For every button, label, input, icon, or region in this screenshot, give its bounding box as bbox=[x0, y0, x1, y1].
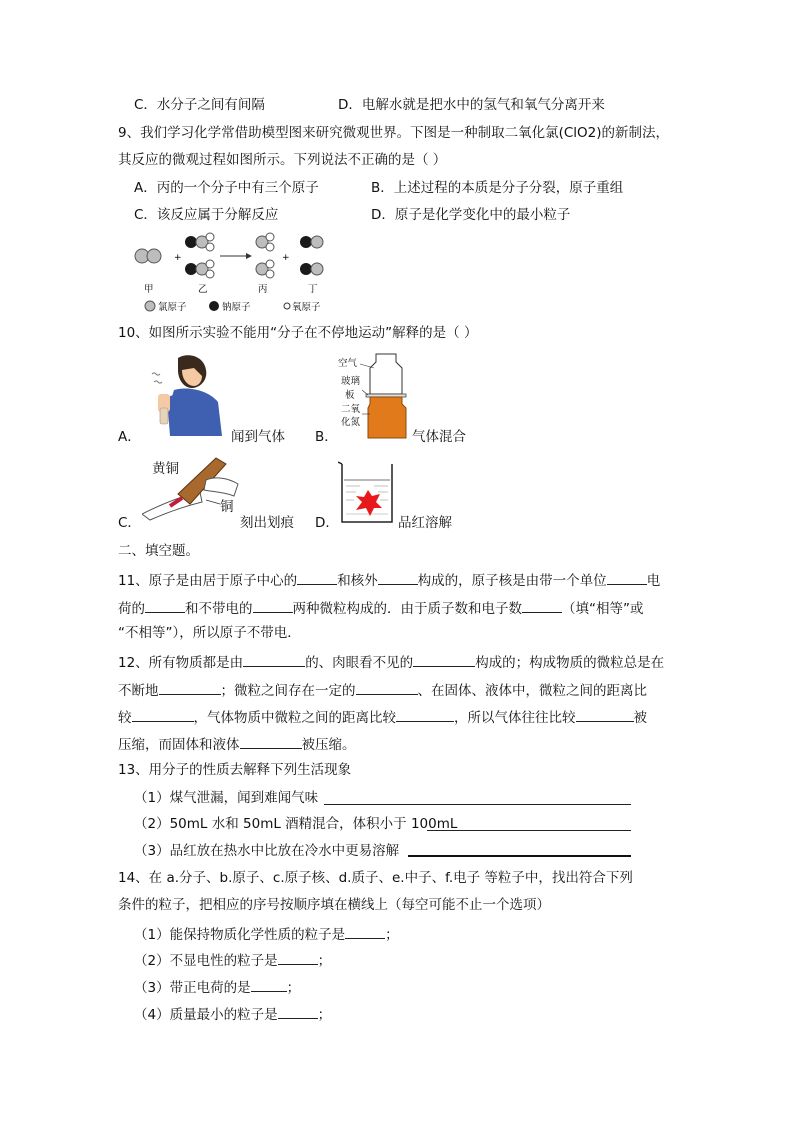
q11-line3: “不相等”），所以原子不带电． bbox=[118, 625, 301, 641]
q10-option-a-caption: 闻到气体 bbox=[231, 429, 285, 445]
q14-item2 bbox=[134, 950, 331, 970]
q12-text: 12、所有物质都是由 bbox=[118, 655, 244, 671]
q11-text: 和不带电的 bbox=[185, 601, 253, 617]
beaker-lip bbox=[338, 462, 342, 464]
q13-blank-2[interactable] bbox=[427, 816, 631, 831]
q12-line2 bbox=[118, 680, 647, 700]
q9-option-b: B．上述过程的本质是分子分裂，原子重组 bbox=[371, 180, 624, 196]
right-hand bbox=[204, 478, 238, 496]
waft-lines-icon bbox=[152, 373, 162, 383]
q14-blank-1[interactable] bbox=[345, 924, 385, 939]
q9-option-c: C．该反应属于分解反应 bbox=[134, 207, 279, 223]
legend-na-icon bbox=[209, 301, 219, 311]
q14-text: ； bbox=[317, 953, 332, 969]
q10-option-c-caption: 刻出划痕 bbox=[240, 515, 294, 531]
legend-cl-icon bbox=[145, 301, 155, 311]
q9-stem-line2: 其反应的微观过程如图所示。下列说法不正确的是（ ） bbox=[118, 152, 447, 168]
label-glass-2: 板 bbox=[345, 390, 355, 401]
cl-atom bbox=[311, 236, 323, 248]
q12-blank-7[interactable] bbox=[576, 707, 634, 722]
o-atom bbox=[266, 260, 274, 268]
na-atom bbox=[300, 236, 312, 248]
label-jia: 甲 bbox=[144, 284, 154, 295]
q14-item4 bbox=[134, 1004, 331, 1024]
q12-blank-6[interactable] bbox=[396, 707, 454, 722]
q12-text: ，所以气体往往比较 bbox=[454, 710, 576, 726]
q11-blank-1[interactable] bbox=[297, 570, 337, 585]
q12-line3 bbox=[118, 707, 647, 727]
label-pointer bbox=[362, 390, 368, 395]
q11-text: （填“相等”或 bbox=[562, 601, 644, 617]
arrow-head-icon bbox=[246, 253, 252, 259]
q8-option-d: D．电解水就是把水中的氢气和氧气分离开来 bbox=[338, 97, 605, 113]
q14-blank-3[interactable] bbox=[251, 977, 287, 992]
q12-text: 被 bbox=[633, 710, 647, 726]
q11-blank-6[interactable] bbox=[522, 598, 562, 613]
label-brass: 黄铜 bbox=[152, 461, 179, 477]
legend-cl-label: 氯原子 bbox=[158, 302, 187, 313]
q12-text: 构成的；构成物质的微粒总是在 bbox=[475, 655, 665, 671]
no2-bottle bbox=[368, 397, 406, 438]
q13-item1-text: （1）煤气泄漏，闻到难闻气味 bbox=[134, 790, 319, 806]
q13-item2-text: （2）50mL 水和 50mL 酒精混合，体积小于 100mL bbox=[134, 816, 458, 832]
label-copper: 铜 bbox=[220, 499, 234, 515]
q14-text: ； bbox=[317, 1007, 332, 1023]
q12-blank-3[interactable] bbox=[159, 680, 221, 695]
q11-text: 荷的 bbox=[118, 601, 145, 617]
plus-sign: + bbox=[282, 253, 290, 263]
legend-na-label: 钠原子 bbox=[222, 302, 251, 313]
q12-blank-2[interactable] bbox=[413, 652, 475, 667]
q12-blank-8[interactable] bbox=[240, 734, 302, 749]
q12-blank-5[interactable] bbox=[132, 707, 194, 722]
q10-option-d-caption: 品红溶解 bbox=[398, 515, 452, 531]
q14-text: （3）带正电荷的是 bbox=[134, 980, 251, 996]
cl-atom bbox=[147, 249, 161, 263]
q14-blank-4[interactable] bbox=[278, 1004, 318, 1019]
legend-o-label: 氧原子 bbox=[292, 302, 321, 313]
q13-blank-1[interactable] bbox=[324, 790, 631, 805]
o-atom bbox=[206, 270, 214, 278]
q12-text: 压缩，而固体和液体 bbox=[118, 737, 240, 753]
q12-blank-1[interactable] bbox=[243, 652, 305, 667]
q11-blank-4[interactable] bbox=[145, 598, 185, 613]
q10-option-c-letter: C． bbox=[118, 515, 141, 531]
q13-stem: 13、用分子的性质去解释下列生活现象 bbox=[118, 762, 352, 778]
q10-a-smelling-figure bbox=[148, 350, 226, 438]
q14-text: （1）能保持物质化学性质的粒子是 bbox=[134, 927, 346, 943]
q10-option-b-caption: 气体混合 bbox=[412, 429, 466, 445]
q12-text: 被压缩。 bbox=[301, 737, 356, 753]
label-no2-2: 化氮 bbox=[341, 417, 361, 428]
q12-text: ，气体物质中微粒之间的距离比较 bbox=[193, 710, 396, 726]
q14-text: （4）质量最小的粒子是 bbox=[134, 1007, 278, 1023]
o-atom bbox=[266, 243, 274, 251]
q12-text: 不断地 bbox=[118, 683, 159, 699]
o-atom bbox=[206, 233, 214, 241]
plus-sign: + bbox=[174, 253, 182, 263]
na-atom bbox=[185, 263, 197, 275]
q11-text: 11、原子是由居于原子中心的 bbox=[118, 573, 298, 589]
q13-blank-3[interactable] bbox=[408, 841, 631, 857]
q10-option-d-letter: D． bbox=[315, 515, 339, 531]
q14-stem-line2: 条件的粒子，把相应的序号按顺序填在横线上（每空可能不止一个选项） bbox=[118, 897, 550, 913]
q14-text: ； bbox=[286, 980, 301, 996]
q12-text: ；微粒之间存在一定的 bbox=[220, 683, 356, 699]
pink-dye-spot bbox=[356, 490, 382, 516]
q14-item3 bbox=[134, 977, 300, 997]
q12-blank-4[interactable] bbox=[356, 680, 418, 695]
q12-text: 、在固体、液体中，微粒之间的距离比 bbox=[417, 683, 647, 699]
q11-line1 bbox=[118, 570, 660, 590]
q11-text: 电 bbox=[646, 573, 661, 589]
q13-item3-text: （3）品红放在热水中比放在冷水中更易溶解 bbox=[134, 843, 400, 859]
q12-text: 的、肉眼看不见的 bbox=[305, 655, 414, 671]
label-air: 空气 bbox=[338, 358, 358, 369]
q11-text: 和核外 bbox=[337, 573, 378, 589]
q9-reaction-diagram bbox=[128, 228, 338, 316]
q8-option-c: C．水分子之间有间隔 bbox=[134, 97, 265, 113]
label-no2-1: 二氧 bbox=[341, 404, 361, 415]
na-atom bbox=[185, 236, 197, 248]
air-bottle bbox=[370, 354, 402, 394]
q11-blank-3[interactable] bbox=[607, 570, 647, 585]
gas-bottle bbox=[160, 408, 168, 424]
q11-line2 bbox=[118, 598, 644, 618]
q14-stem-line1: 14、在 a.分子、b.原子、c.原子核、d.质子、e.中子、f.电子 等粒子中，找出符合下列 bbox=[118, 870, 633, 886]
q9-option-d: D．原子是化学变化中的最小粒子 bbox=[371, 207, 571, 223]
o-atom bbox=[206, 260, 214, 268]
q12-text: 较 bbox=[118, 710, 132, 726]
q12-line4 bbox=[118, 734, 356, 754]
q10-d-beaker-figure bbox=[338, 460, 398, 526]
label-bing: 丙 bbox=[258, 284, 268, 295]
label-ding: 丁 bbox=[308, 284, 318, 295]
label-yi: 乙 bbox=[198, 284, 208, 295]
q10-stem: 10、如图所示实验不能用“分子在不停地运动”解释的是（ ） bbox=[118, 325, 478, 341]
q14-blank-2[interactable] bbox=[278, 950, 318, 965]
q11-text: 两种微粒构成的．由于质子数和电子数 bbox=[292, 601, 522, 617]
o-atom bbox=[206, 243, 214, 251]
q10-option-a-letter: A． bbox=[118, 429, 141, 445]
q14-item1 bbox=[134, 924, 399, 944]
q14-text: （2）不显电性的粒子是 bbox=[134, 953, 278, 969]
label-pointer bbox=[206, 500, 220, 504]
q10-option-b-letter: B． bbox=[315, 429, 338, 445]
o-atom bbox=[266, 270, 274, 278]
q9-option-a: A．丙的一个分子中有三个原子 bbox=[134, 180, 319, 196]
legend-o-icon bbox=[284, 303, 290, 309]
o-atom bbox=[266, 233, 274, 241]
cl-atom bbox=[311, 263, 323, 275]
section2-title: 二、填空题。 bbox=[118, 543, 199, 559]
q11-blank-5[interactable] bbox=[253, 598, 293, 613]
q9-stem-line1: 9、我们学习化学常借助模型图来研究微观世界。下图是一种制取二氧化氯(ClO2)的新制法， bbox=[118, 125, 670, 141]
q14-text: ； bbox=[385, 927, 399, 943]
q11-text: 构成的，原子核是由带一个单位 bbox=[417, 573, 607, 589]
q11-blank-2[interactable] bbox=[378, 570, 418, 585]
label-glass-1: 玻璃 bbox=[341, 376, 361, 387]
q12-line1 bbox=[118, 652, 664, 672]
na-atom bbox=[300, 263, 312, 275]
